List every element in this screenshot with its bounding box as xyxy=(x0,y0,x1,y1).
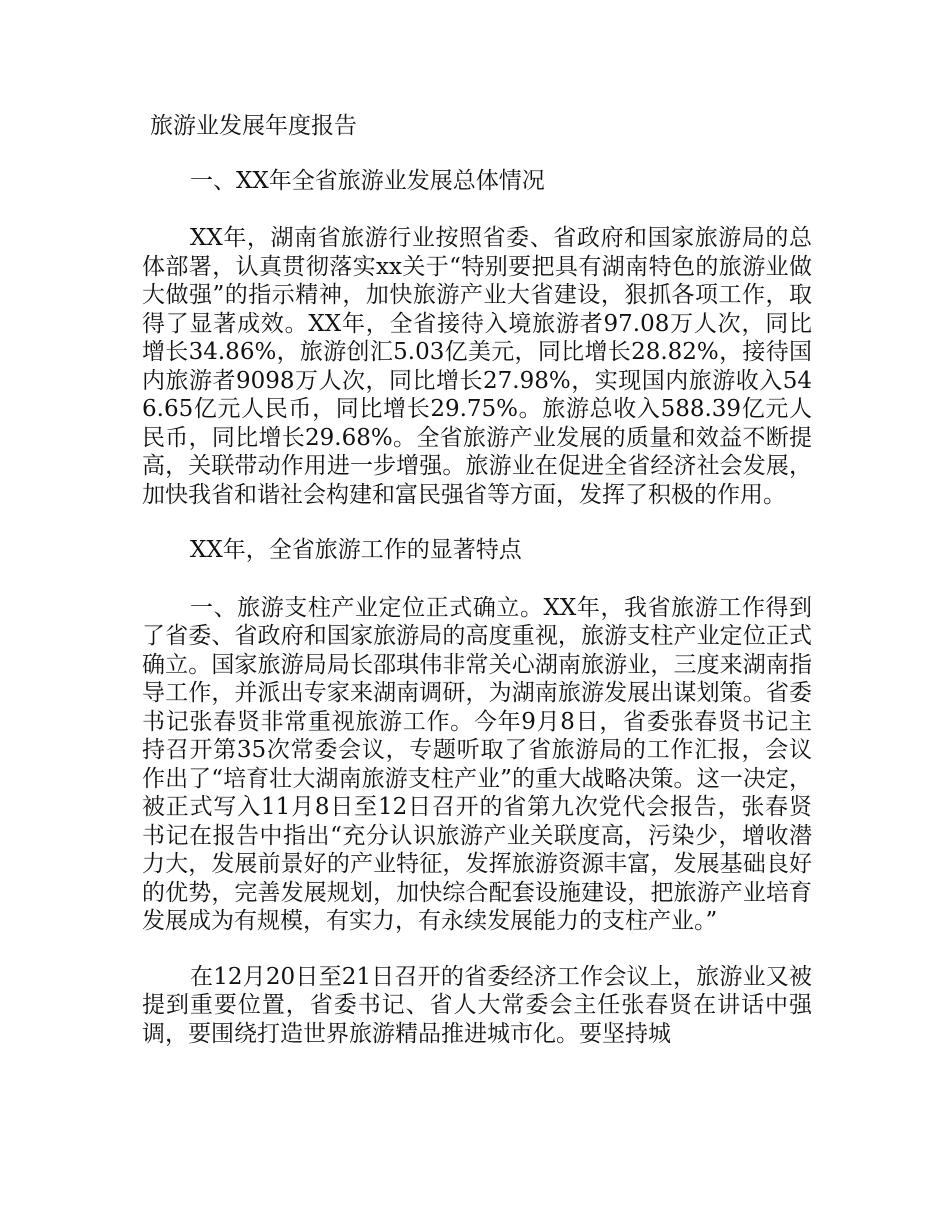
paragraph-economic-conference: 在12月20日至21日召开的省委经济工作会议上，旅游业又被提到重要位置，省委书记、省人大常委会主任张春贤在讲话中强调，要围绕打造世界旅游精品推进城市化。要坚持城 xyxy=(142,963,812,1047)
paragraph-overview: XX年，湖南省旅游行业按照省委、省政府和国家旅游局的总体部署，认真贯彻落实xx关于“特别要把具有湖南特色的旅游业做大做强”的指示精神，加快旅游产业大省建设，狠抓各项工作，取得了显著成效。XX年，全省接待入境旅游者97.08万人次，同比增长34.86%，旅游创汇5.03亿美元，同比增长28.82%，接待国内旅游者9098万人次，同比增长27.98%，实现国内旅游收入546.65亿元人民币，同比增长29.75%。旅游总收入588.39亿元人民币，同比增长29.68%。全省旅游产业发展的质量和效益不断提高，关联带动作用进一步增强。旅游业在促进全省经济社会发展，加快我省和谐社会构建和富民强省等方面，发挥了积极的作用。 xyxy=(142,225,812,508)
document-title: 旅游业发展年度报告 xyxy=(150,113,357,139)
document-page xyxy=(142,112,812,1075)
paragraph-pillar-industry: 一、旅游支柱产业定位正式确立。XX年，我省旅游工作得到了省委、省政府和国家旅游局的高度重视，旅游支柱产业定位正式确立。国家旅游局局长邵琪伟非常关心湖南旅游业，三度来湖南指导工作，并派出专家来湖南调研，为湖南旅游发展出谋划策。省委书记张春贤非常重视旅游工作。今年9月8日，省委张春贤书记主持召开第35次常委会议，专题听取了省旅游局的工作汇报，会议作出了“培育壮大湖南旅游支柱产业”的重大战略决策。这一决定，被正式写入11月8日至12日召开的省第九次党代会报告，张春贤书记在报告中指出“充分认识旅游产业关联度高，污染少，增收潜力大，发展前景好的产业特征，发挥旅游资源丰富，发展基础良好的优势，完善发展规划，加快综合配套设施建设，把旅游产业培育发展成为有规模，有实力，有永续发展能力的支柱产业。” xyxy=(142,594,812,934)
section-subheading: XX年，全省旅游工作的显著特点 xyxy=(190,537,522,563)
section-heading: 一、XX年全省旅游业发展总体情况 xyxy=(190,167,545,194)
